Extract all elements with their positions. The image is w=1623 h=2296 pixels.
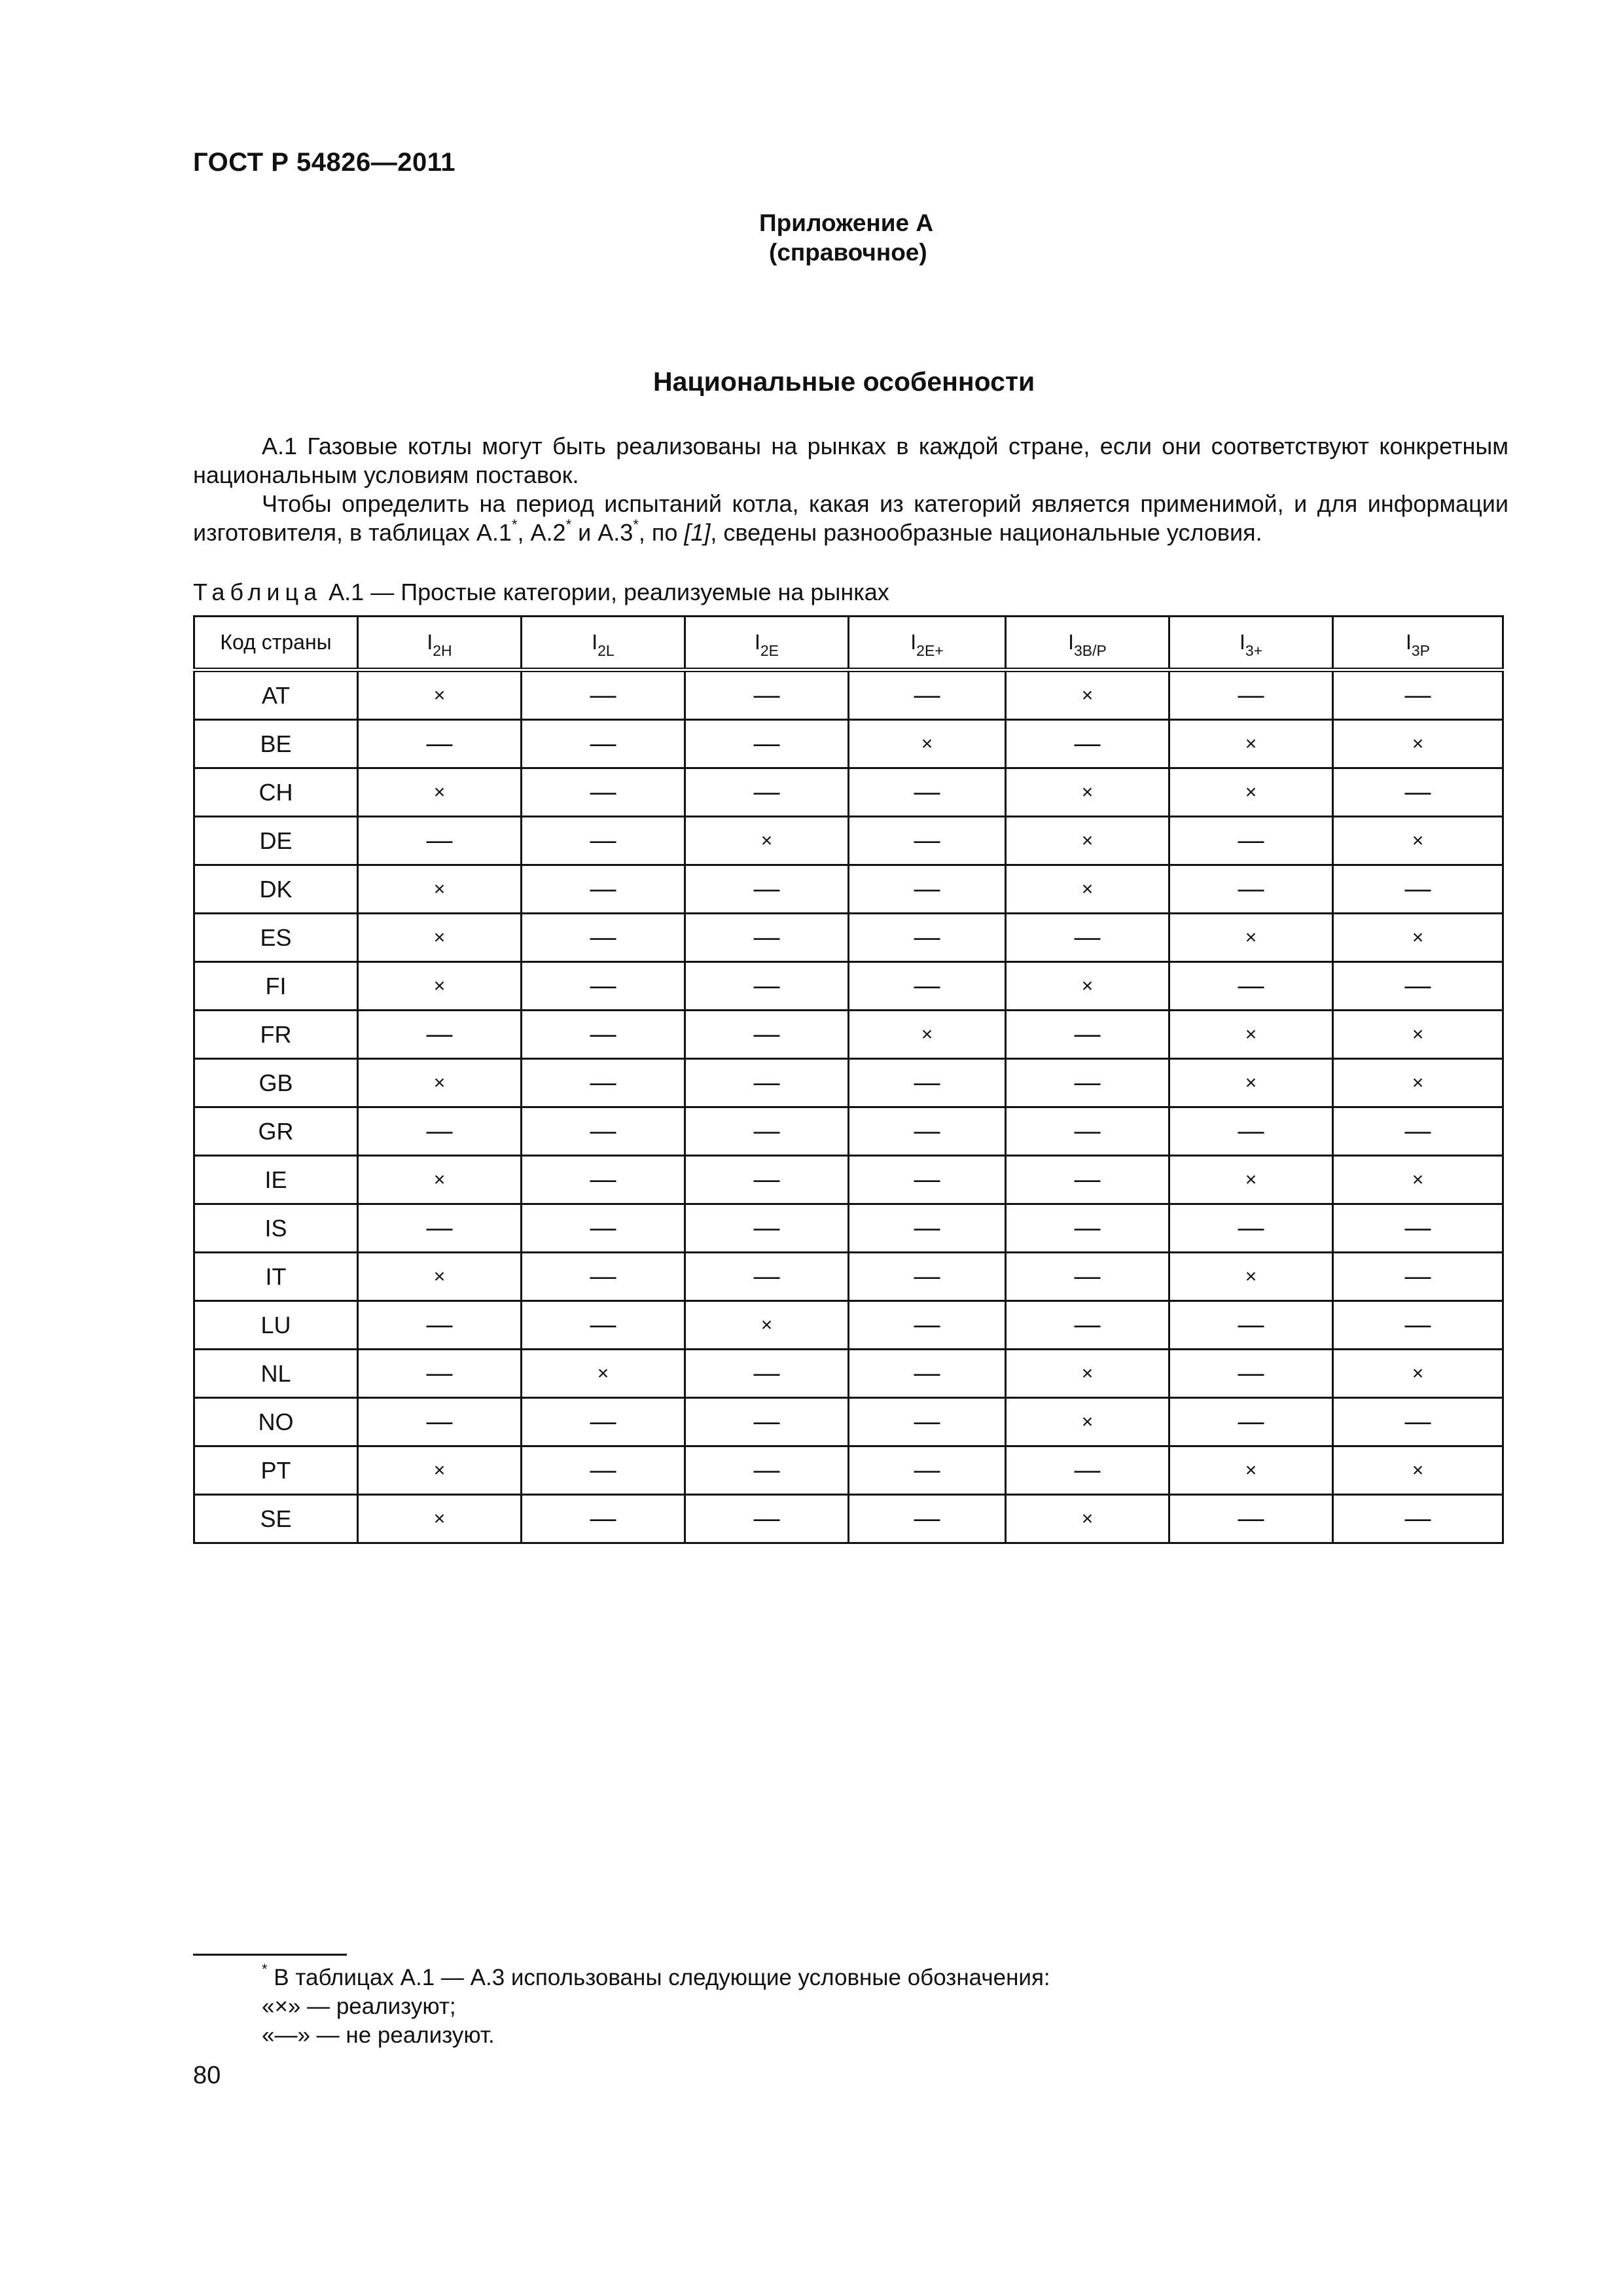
- availability-cell: —: [685, 1156, 849, 1204]
- country-code-cell: NL: [194, 1350, 358, 1398]
- availability-cell: ×: [358, 914, 522, 962]
- country-code-cell: IT: [194, 1253, 358, 1301]
- category-subscript: 2E+: [916, 642, 944, 659]
- availability-cell: —: [358, 1107, 522, 1156]
- availability-cell: —: [1169, 1350, 1333, 1398]
- availability-cell: —: [1169, 670, 1333, 720]
- availability-cell: —: [685, 1253, 849, 1301]
- availability-cell: —: [1169, 1398, 1333, 1446]
- availability-cell: —: [1333, 1204, 1503, 1253]
- availability-cell: ×: [358, 1156, 522, 1204]
- availability-cell: —: [1006, 914, 1169, 962]
- categories-table: [193, 615, 1502, 1544]
- availability-cell: —: [1006, 1107, 1169, 1156]
- header-category-2e: [685, 617, 849, 670]
- paragraph-purpose-text-1: Чтобы определить на период испытаний котла, какая из категорий является применимой, и для информации изготовителя, в таблицах А.1: [193, 490, 1508, 546]
- footnote-divider: [193, 1954, 347, 1956]
- availability-cell: ×: [1333, 720, 1503, 768]
- footnote-marker: *: [511, 516, 518, 533]
- availability-cell: —: [849, 1204, 1006, 1253]
- availability-cell: —: [1006, 1156, 1169, 1204]
- header-category-3p: [1333, 617, 1503, 670]
- availability-cell: ×: [849, 1011, 1006, 1059]
- paragraph-purpose-text-2: , А.2: [517, 519, 566, 546]
- availability-cell: —: [849, 1350, 1006, 1398]
- availability-cell: —: [849, 670, 1006, 720]
- table-row: [194, 1253, 1503, 1301]
- availability-cell: ×: [358, 670, 522, 720]
- annex-title: Приложение А: [759, 209, 934, 236]
- header-country-code: Код страны: [194, 617, 358, 670]
- availability-cell: —: [522, 1495, 685, 1543]
- availability-cell: —: [849, 914, 1006, 962]
- availability-cell: —: [1006, 720, 1169, 768]
- availability-cell: —: [685, 962, 849, 1011]
- country-code-cell: IS: [194, 1204, 358, 1253]
- availability-cell: —: [1333, 865, 1503, 914]
- availability-cell: —: [685, 1398, 849, 1446]
- availability-cell: —: [685, 1011, 849, 1059]
- table-row: [194, 1204, 1503, 1253]
- header-category-3b-p: [1006, 617, 1169, 670]
- availability-cell: ×: [1169, 1253, 1333, 1301]
- availability-cell: —: [1169, 962, 1333, 1011]
- availability-cell: —: [522, 720, 685, 768]
- table-row: [194, 1156, 1503, 1204]
- table-header-row: [194, 617, 1503, 670]
- availability-cell: —: [685, 768, 849, 817]
- availability-cell: ×: [1169, 720, 1333, 768]
- availability-cell: —: [522, 1446, 685, 1495]
- availability-cell: ×: [358, 1253, 522, 1301]
- country-code-cell: GB: [194, 1059, 358, 1107]
- availability-cell: —: [1333, 1253, 1503, 1301]
- availability-cell: ×: [358, 768, 522, 817]
- paragraph-a1-text: А.1 Газовые котлы могут быть реализованы на рынках в каждой стране, если они соответствуют конкретным национальным условиям поставок.: [193, 433, 1508, 488]
- availability-cell: ×: [685, 817, 849, 865]
- availability-cell: —: [1006, 1253, 1169, 1301]
- availability-cell: —: [849, 1398, 1006, 1446]
- availability-cell: —: [685, 1446, 849, 1495]
- availability-cell: —: [358, 1204, 522, 1253]
- availability-cell: —: [522, 768, 685, 817]
- table-row: [194, 817, 1503, 865]
- table-caption-label: Таблица: [193, 579, 323, 605]
- availability-cell: —: [1169, 1107, 1333, 1156]
- header-category-2l: [522, 617, 685, 670]
- footnote-line-1: [262, 1961, 1050, 1992]
- table-row: [194, 1301, 1503, 1350]
- availability-cell: ×: [849, 720, 1006, 768]
- availability-cell: —: [685, 914, 849, 962]
- category-subscript: 2H: [433, 642, 452, 659]
- availability-cell: —: [1006, 1059, 1169, 1107]
- table-row: [194, 1398, 1503, 1446]
- availability-cell: —: [1006, 1301, 1169, 1350]
- availability-cell: —: [849, 1156, 1006, 1204]
- standard-id: ГОСТ Р 54826—2011: [193, 148, 455, 177]
- availability-cell: —: [1169, 1204, 1333, 1253]
- availability-cell: —: [849, 1059, 1006, 1107]
- header-category-3-: [1169, 617, 1333, 670]
- footnote-line-1-text: В таблицах А.1 — А.3 использованы следующие условные обозначения:: [267, 1965, 1050, 1990]
- availability-cell: ×: [1333, 1011, 1503, 1059]
- availability-cell: ×: [1006, 1398, 1169, 1446]
- table-row: [194, 1107, 1503, 1156]
- availability-cell: —: [685, 1495, 849, 1543]
- availability-cell: —: [685, 1107, 849, 1156]
- header-category-2e-: [849, 617, 1006, 670]
- availability-cell: ×: [1006, 865, 1169, 914]
- availability-cell: —: [849, 1495, 1006, 1543]
- table-row: [194, 1446, 1503, 1495]
- availability-cell: —: [1006, 1011, 1169, 1059]
- availability-cell: —: [849, 817, 1006, 865]
- country-code-cell: SE: [194, 1495, 358, 1543]
- category-subscript: 3B/P: [1074, 642, 1107, 659]
- availability-cell: —: [522, 865, 685, 914]
- availability-cell: —: [849, 962, 1006, 1011]
- availability-cell: —: [1333, 1107, 1503, 1156]
- availability-cell: —: [1333, 962, 1503, 1011]
- paragraph-purpose-text-5: , сведены разнообразные национальные условия.: [710, 519, 1262, 546]
- footnote-marker: *: [633, 516, 639, 533]
- availability-cell: —: [522, 817, 685, 865]
- section-title: Национальные особенности: [653, 367, 1035, 397]
- availability-cell: —: [1333, 1398, 1503, 1446]
- header-category-2h: [358, 617, 522, 670]
- table-row: [194, 962, 1503, 1011]
- availability-cell: —: [522, 1301, 685, 1350]
- country-code-cell: NO: [194, 1398, 358, 1446]
- availability-cell: ×: [1169, 1446, 1333, 1495]
- bibliography-reference: [1]: [684, 519, 711, 546]
- availability-cell: —: [522, 1253, 685, 1301]
- country-code-cell: CH: [194, 768, 358, 817]
- category-letter: I: [1405, 630, 1412, 654]
- availability-cell: ×: [358, 865, 522, 914]
- category-letter: I: [592, 630, 598, 654]
- availability-cell: ×: [358, 962, 522, 1011]
- category-subscript: 2E: [760, 642, 779, 659]
- country-code-cell: AT: [194, 670, 358, 720]
- availability-cell: —: [522, 1107, 685, 1156]
- availability-cell: —: [522, 962, 685, 1011]
- availability-cell: —: [358, 1350, 522, 1398]
- availability-cell: —: [685, 865, 849, 914]
- availability-cell: —: [685, 1350, 849, 1398]
- category-letter: I: [427, 630, 433, 654]
- table-row: [194, 670, 1503, 720]
- table-caption-text: А.1 — Простые категории, реализуемые на рынках: [322, 579, 889, 605]
- footnote-marker: *: [565, 516, 572, 533]
- category-letter: I: [754, 630, 760, 654]
- availability-cell: ×: [1333, 1156, 1503, 1204]
- availability-cell: —: [1169, 865, 1333, 914]
- availability-cell: —: [849, 1253, 1006, 1301]
- country-code-cell: IE: [194, 1156, 358, 1204]
- availability-cell: —: [522, 1156, 685, 1204]
- page-number: 80: [193, 2062, 221, 2089]
- category-subscript: 2L: [597, 642, 615, 659]
- country-code-cell: DK: [194, 865, 358, 914]
- category-subscript: 3+: [1245, 642, 1263, 659]
- availability-cell: ×: [1333, 1446, 1503, 1495]
- availability-cell: ×: [522, 1350, 685, 1398]
- availability-cell: —: [358, 817, 522, 865]
- availability-cell: ×: [358, 1059, 522, 1107]
- availability-cell: —: [358, 1398, 522, 1446]
- availability-cell: ×: [1333, 1350, 1503, 1398]
- availability-cell: —: [1006, 1204, 1169, 1253]
- availability-cell: ×: [685, 1301, 849, 1350]
- availability-cell: —: [1333, 670, 1503, 720]
- table-row: [194, 768, 1503, 817]
- footnote-star: *: [262, 1961, 268, 1978]
- country-code-cell: ES: [194, 914, 358, 962]
- availability-cell: —: [522, 1398, 685, 1446]
- availability-cell: —: [849, 768, 1006, 817]
- category-letter: I: [910, 630, 917, 654]
- availability-cell: —: [358, 1301, 522, 1350]
- availability-cell: ×: [358, 1446, 522, 1495]
- availability-cell: —: [1169, 1301, 1333, 1350]
- table-caption: [193, 579, 889, 606]
- availability-cell: ×: [1333, 817, 1503, 865]
- availability-cell: —: [1169, 1495, 1333, 1543]
- country-code-cell: BE: [194, 720, 358, 768]
- category-subscript: 3P: [1411, 642, 1431, 659]
- table-row: [194, 720, 1503, 768]
- table-row: [194, 1495, 1503, 1543]
- availability-cell: —: [685, 720, 849, 768]
- availability-cell: —: [849, 1446, 1006, 1495]
- table-row: [194, 865, 1503, 914]
- availability-cell: —: [358, 720, 522, 768]
- category-letter: I: [1068, 630, 1074, 654]
- availability-cell: —: [522, 914, 685, 962]
- availability-cell: —: [1333, 1301, 1503, 1350]
- availability-cell: —: [849, 1301, 1006, 1350]
- availability-cell: ×: [1169, 914, 1333, 962]
- availability-cell: —: [685, 670, 849, 720]
- country-code-cell: DE: [194, 817, 358, 865]
- availability-cell: —: [1333, 1495, 1503, 1543]
- availability-cell: ×: [1006, 768, 1169, 817]
- footnote-line-3: «—» — не реализуют.: [262, 2022, 495, 2048]
- table-body: [194, 670, 1503, 1543]
- country-code-cell: PT: [194, 1446, 358, 1495]
- country-code-cell: FI: [194, 962, 358, 1011]
- availability-cell: ×: [1006, 1350, 1169, 1398]
- availability-cell: ×: [1333, 914, 1503, 962]
- table-row: [194, 1011, 1503, 1059]
- category-letter: I: [1239, 630, 1245, 654]
- annex-subtitle: (справочное): [769, 239, 927, 266]
- availability-cell: —: [685, 1059, 849, 1107]
- availability-cell: —: [522, 1059, 685, 1107]
- availability-cell: —: [522, 1204, 685, 1253]
- availability-cell: ×: [1169, 1156, 1333, 1204]
- availability-cell: ×: [1006, 1495, 1169, 1543]
- paragraph-purpose-text-3: и А.3: [571, 519, 633, 546]
- availability-cell: —: [1006, 1446, 1169, 1495]
- availability-cell: —: [849, 865, 1006, 914]
- paragraph-a1: [193, 432, 1508, 490]
- country-code-cell: FR: [194, 1011, 358, 1059]
- table-row: [194, 1059, 1503, 1107]
- country-code-cell: LU: [194, 1301, 358, 1350]
- availability-cell: —: [522, 1011, 685, 1059]
- country-code-cell: GR: [194, 1107, 358, 1156]
- footnote-line-2: «×» — реализуют;: [262, 1994, 456, 2019]
- availability-cell: ×: [358, 1495, 522, 1543]
- availability-cell: ×: [1169, 1059, 1333, 1107]
- table-row: [194, 914, 1503, 962]
- table-row: [194, 1350, 1503, 1398]
- availability-cell: ×: [1169, 768, 1333, 817]
- availability-cell: ×: [1169, 1011, 1333, 1059]
- paragraph-purpose-text-4: , по: [638, 519, 685, 546]
- availability-cell: —: [522, 670, 685, 720]
- availability-cell: —: [1169, 817, 1333, 865]
- availability-cell: ×: [1006, 962, 1169, 1011]
- availability-cell: ×: [1006, 670, 1169, 720]
- availability-cell: —: [358, 1011, 522, 1059]
- availability-cell: ×: [1333, 1059, 1503, 1107]
- availability-cell: ×: [1006, 817, 1169, 865]
- availability-cell: —: [685, 1204, 849, 1253]
- availability-cell: —: [849, 1107, 1006, 1156]
- paragraph-purpose: [193, 490, 1508, 547]
- availability-cell: —: [1333, 768, 1503, 817]
